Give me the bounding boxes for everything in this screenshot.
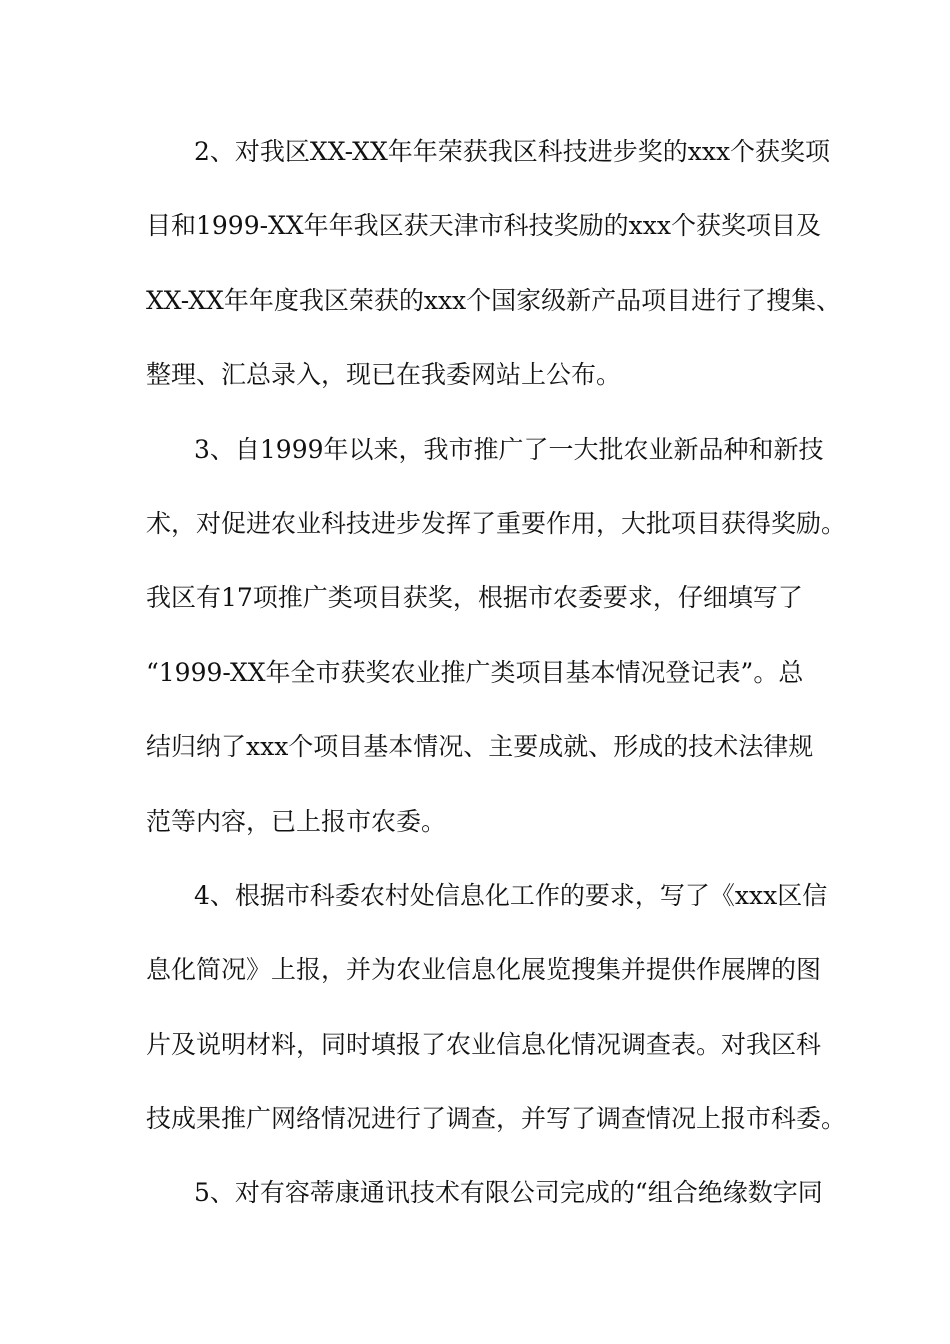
paragraph-3-line-6: 范等内容，已上报市农委。 <box>146 806 447 836</box>
paragraph-4-line-4: 技成果推广网络情况进行了调查，并写了调查情况上报市科委。 <box>146 1104 847 1134</box>
paragraph-4-line-1: 4、根据市科委农村处信息化工作的要求，写了《xxx区信 <box>194 880 828 910</box>
paragraph-3-line-5: 结归纳了xxx个项目基本情况、主要成就、形成的技术法律规 <box>146 732 814 762</box>
paragraph-4-line-3: 片及说明材料，同时填报了农业信息化情况调查表。对我区科 <box>146 1029 822 1059</box>
document-body <box>146 128 847 1244</box>
paragraph-2-line-4: 整理、汇总录入，现已在我委网站上公布。 <box>146 360 622 390</box>
paragraph-2-line-2: 目和1999-XX年年我区获天津市科技奖励的xxx个获奖项目及 <box>146 211 821 241</box>
paragraph-3-line-3: 我区有17项推广类项目获奖，根据市农委要求，仔细填写了 <box>146 583 803 613</box>
paragraph-3-line-2: 术，对促进农业科技进步发挥了重要作用，大批项目获得奖励。 <box>146 508 847 538</box>
paragraph-4-line-2: 息化简况》上报，并为农业信息化展览搜集并提供作展牌的图 <box>146 955 822 985</box>
paragraph-3-line-4: “1999-XX年全市获奖农业推广类项目基本情况登记表”。总 <box>146 657 804 687</box>
paragraph-2-line-3: XX-XX年年度我区荣获的xxx个国家级新产品项目进行了搜集、 <box>146 285 842 315</box>
paragraph-3-line-1: 3、自1999年以来，我市推广了一大批农业新品种和新技 <box>194 434 824 464</box>
paragraph-2-line-1: 2、对我区XX-XX年年荣获我区科技进步奖的xxx个获奖项 <box>194 137 831 166</box>
paragraph-5-line-1: 5、对有容蒂康通讯技术有限公司完成的“组合绝缘数字同 <box>194 1178 823 1208</box>
